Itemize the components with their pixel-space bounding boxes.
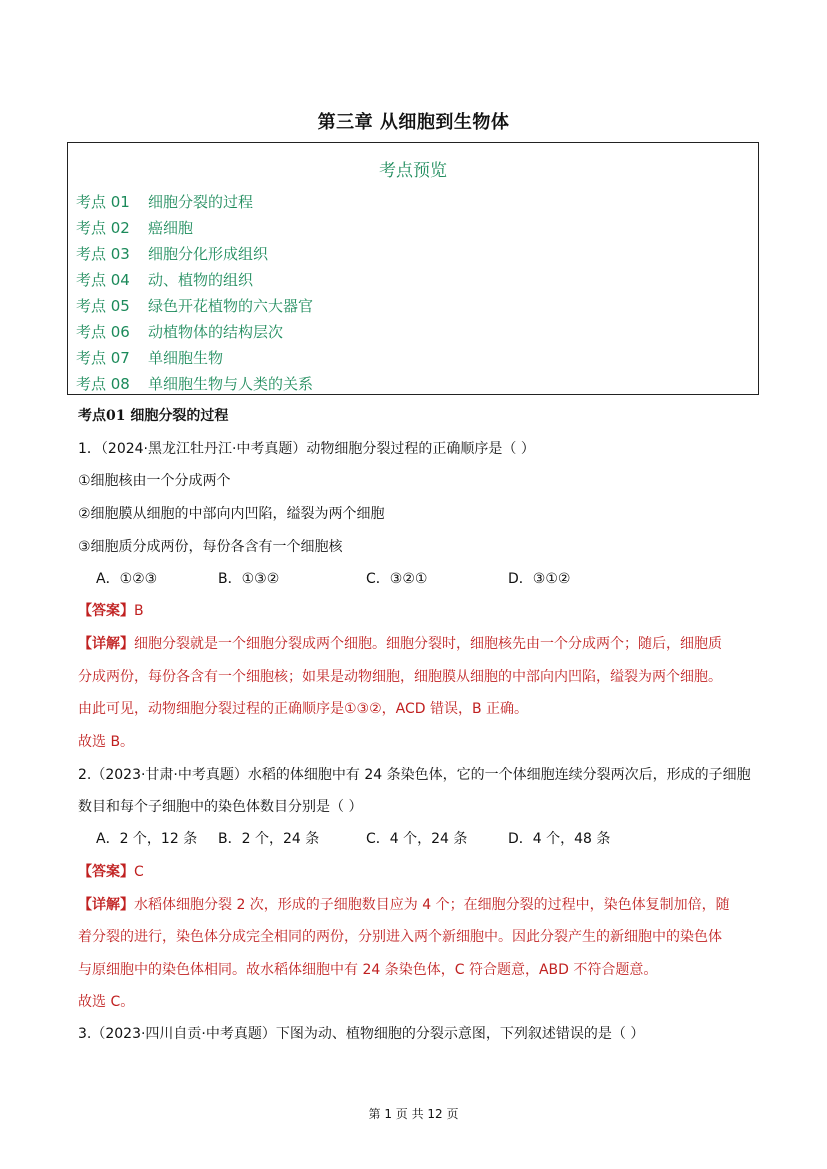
option-b: B．2 个，24 条 (218, 831, 320, 847)
answer: 【答案】B (78, 603, 144, 619)
preview-item: 考点 04 动、植物的组织 (76, 271, 254, 289)
page-title: 第三章 从细胞到生物体 (317, 112, 510, 133)
preview-item: 考点 06 动植物体的结构层次 (76, 323, 284, 341)
preview-item: 考点 05 绿色开花植物的六大器官 (76, 297, 314, 315)
preview-item: 考点 03 细胞分化形成组织 (76, 245, 269, 263)
preview-item: 考点 02 癌细胞 (76, 219, 194, 237)
preview-item: 考点 08 单细胞生物与人类的关系 (76, 375, 314, 393)
question-3-stem: 3.（2023·四川自贡·中考真题）下图为动、植物细胞的分裂示意图，下列叙述错误的是（ ） (78, 1026, 645, 1042)
statement: ②细胞膜从细胞的中部向内凹陷，缢裂为两个细胞 (78, 506, 385, 522)
answer: 【答案】C (78, 864, 144, 880)
option-d: D．③①② (508, 571, 571, 587)
question-2-stem: 数目和每个子细胞中的染色体数目分别是（ ） (78, 799, 363, 815)
preview-item: 考点 07 单细胞生物 (76, 349, 224, 367)
question-1-stem: 1．（2024·黑龙江牡丹江·中考真题）动物细胞分裂过程的正确顺序是（ ） (78, 441, 535, 457)
option-c: C．③②① (366, 571, 428, 587)
detail-line: 故选 B。 (78, 734, 135, 750)
detail-line: 着分裂的进行，染色体分成完全相同的两份，分别进入两个新细胞中。因此分裂产生的新细胞中的染色体 (78, 929, 722, 945)
detail-line: 【详解】水稻体细胞分裂 2 次，形成的子细胞数目应为 4 个；在细胞分裂的过程中，染色体复制加倍，随 (78, 897, 730, 913)
detail-line: 与原细胞中的染色体相同。故水稻体细胞中有 24 条染色体，C 符合题意，ABD 不符合题意。 (78, 962, 658, 978)
question-2-stem: 2.（2023·甘肃·中考真题）水稻的体细胞中有 24 条染色体，它的一个体细胞连续分裂两次后，形成的子细胞 (78, 767, 751, 783)
detail-line: 故选 C。 (78, 994, 135, 1010)
preview-item: 考点 01 细胞分裂的过程 (76, 193, 254, 211)
page-footer: 第 1 页 共 12 页 (368, 1107, 459, 1121)
option-b: B．①③② (218, 571, 280, 587)
detail-line: 分成两份，每份各含有一个细胞核；如果是动物细胞，细胞膜从细胞的中部向内凹陷，缢裂为两个细胞。 (78, 669, 722, 685)
option-a: A．①②③ (96, 571, 158, 587)
option-d: D．4 个，48 条 (508, 831, 611, 847)
statement: ③细胞质分成两份，每份各含有一个细胞核 (78, 539, 343, 555)
option-a: A．2 个，12 条 (96, 831, 198, 847)
statement: ①细胞核由一个分成两个 (78, 473, 231, 489)
section-heading: 考点01 细胞分裂的过程 (78, 408, 229, 424)
option-c: C．4 个，24 条 (366, 831, 468, 847)
detail-line: 由此可见，动物细胞分裂过程的正确顺序是①③②，ACD 错误，B 正确。 (78, 701, 529, 717)
detail-line: 【详解】细胞分裂就是一个细胞分裂成两个细胞。细胞分裂时，细胞核先由一个分成两个；随后，细胞质 (78, 636, 722, 652)
preview-box (67, 142, 759, 395)
preview-heading: 考点预览 (379, 161, 447, 181)
